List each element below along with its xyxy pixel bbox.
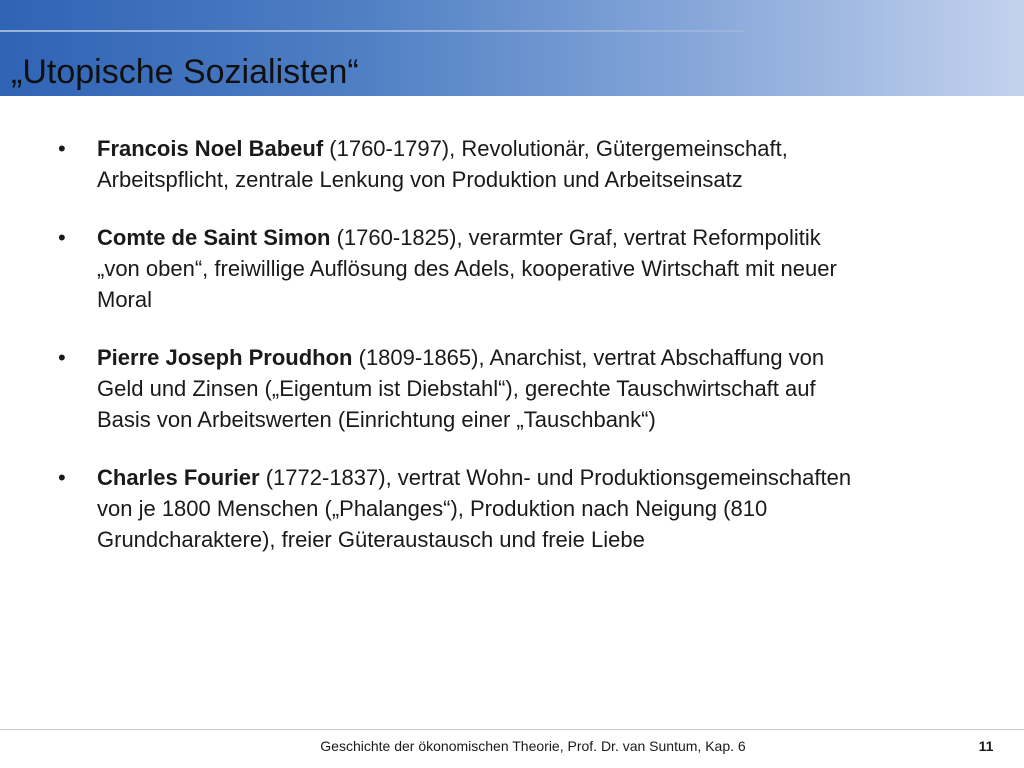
slide-title: „Utopische Sozialisten“ <box>11 53 359 91</box>
header-divider <box>0 30 745 32</box>
bullet-icon: • <box>58 225 66 250</box>
footer-divider <box>0 729 1024 730</box>
person-description: (1760-1825), verarmter Graf, vertrat Reformpolitik „von oben“, freiwillige Auflösung des Adels, kooperative Wirtschaft mit neuer Moral <box>97 225 837 312</box>
bullet-text <box>97 342 867 435</box>
person-description: (1809-1865), Anarchist, vertrat Abschaffung von Geld und Zinsen („Eigentum ist Diebstahl“), gerechte Tauschwirtschaft auf Basis von Arbeitswerten (Einrichtung einer „Tauschbank“) <box>97 345 825 432</box>
bullet-icon: • <box>58 345 66 370</box>
page-number: 11 <box>978 738 994 754</box>
bullet-icon: • <box>58 465 66 490</box>
person-description: (1772-1837), vertrat Wohn- und Produktionsgemeinschaften von je 1800 Menschen („Phalanges“), Produktion nach Neigung (810 Grundcharaktere), freier Güteraustausch und freie Liebe <box>97 465 852 552</box>
bullet-text <box>97 222 867 315</box>
footer-text: Geschichte der ökonomischen Theorie, Prof. Dr. van Suntum, Kap. 6 <box>320 738 746 754</box>
person-name: Comte de Saint Simon <box>97 225 331 250</box>
bullet-list <box>58 133 958 582</box>
person-description: (1760-1797), Revolutionär, Gütergemeinschaft, Arbeitspflicht, zentrale Lenkung von Produktion und Arbeitseinsatz <box>97 136 788 192</box>
bullet-item-babeuf <box>58 133 958 195</box>
person-name: Francois Noel Babeuf <box>97 136 324 161</box>
person-name: Pierre Joseph Proudhon <box>97 345 353 370</box>
bullet-text <box>97 133 867 195</box>
bullet-item-proudhon <box>58 342 958 435</box>
bullet-icon: • <box>58 136 66 161</box>
bullet-item-fourier <box>58 462 958 555</box>
bullet-text <box>97 462 867 555</box>
person-name: Charles Fourier <box>97 465 260 490</box>
bullet-item-saint-simon <box>58 222 958 315</box>
